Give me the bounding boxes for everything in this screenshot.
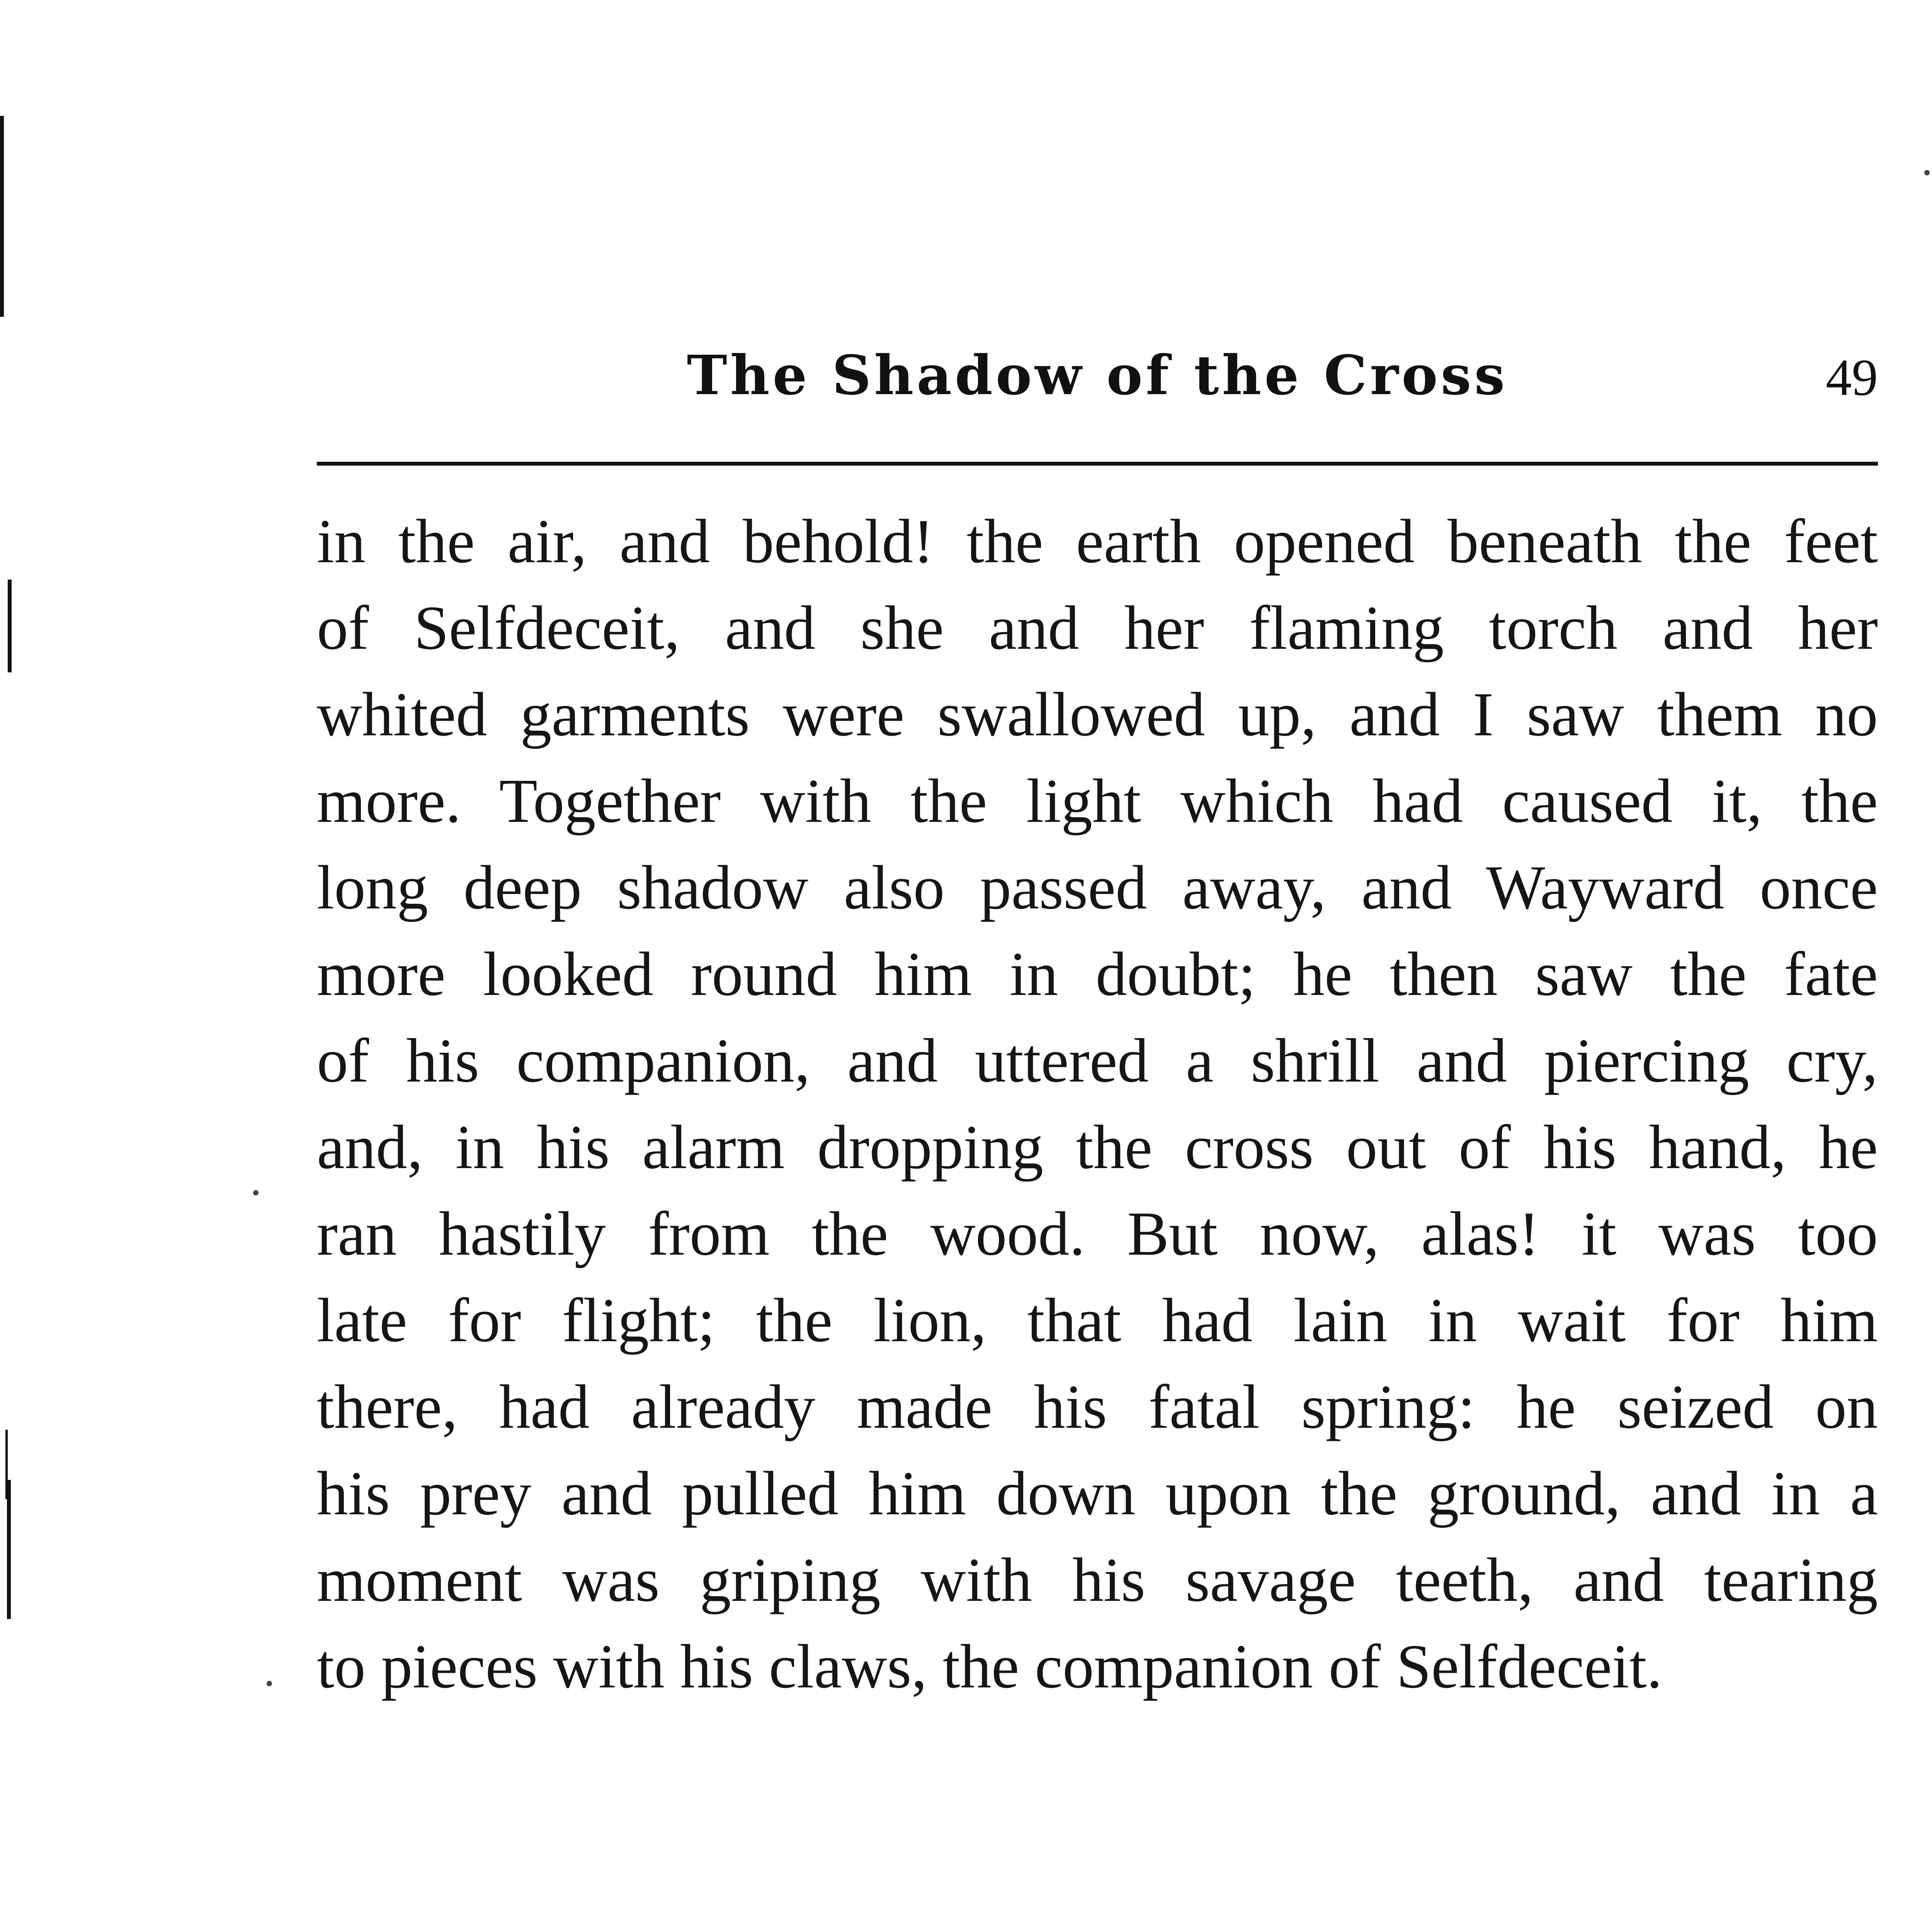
text-line: more looked round him in doubt; he then saw the fate (317, 940, 1878, 1009)
scan-speck (253, 1190, 259, 1196)
text-line: there, had already made his fatal spring: he seized on (317, 1372, 1878, 1442)
binding-edge-mark (8, 580, 12, 672)
text-line: and, in his alarm dropping the cross out of his hand, he (317, 1113, 1878, 1182)
header-rule (317, 462, 1878, 466)
body-text (317, 498, 1878, 1710)
scan-speck (1924, 170, 1930, 175)
text-line: of his companion, and uttered a shrill and piercing cry, (317, 1026, 1878, 1095)
text-line: more. Together with the light which had caused it, the (317, 767, 1878, 836)
text-line: in the air, and behold! the earth opened beneath the feet (317, 507, 1878, 576)
binding-edge-mark (0, 116, 4, 317)
running-head-title: The Shadow of the Cross (687, 344, 1508, 407)
text-line: long deep shadow also passed away, and Wayward once (317, 853, 1878, 922)
text-line: moment was griping with his savage teeth, and tearing (317, 1546, 1878, 1615)
page-number: 49 (1826, 349, 1878, 406)
text-line: ran hastily from the wood. But now, alas! it was too (317, 1199, 1878, 1269)
text-line: to pieces with his claws, the companion of Selfdeceit. (317, 1632, 1663, 1701)
text-line: of Selfdeceit, and she and her flaming torch and her (317, 594, 1878, 663)
binding-edge-mark (7, 1480, 11, 1619)
text-line: whited garments were swallowed up, and I saw them no (317, 680, 1878, 749)
running-head (317, 332, 1878, 410)
scan-speck (267, 1681, 272, 1686)
text-line: late for flight; the lion, that had lain in wait for him (317, 1286, 1878, 1355)
text-line: his prey and pulled him down upon the ground, and in a (317, 1459, 1878, 1528)
